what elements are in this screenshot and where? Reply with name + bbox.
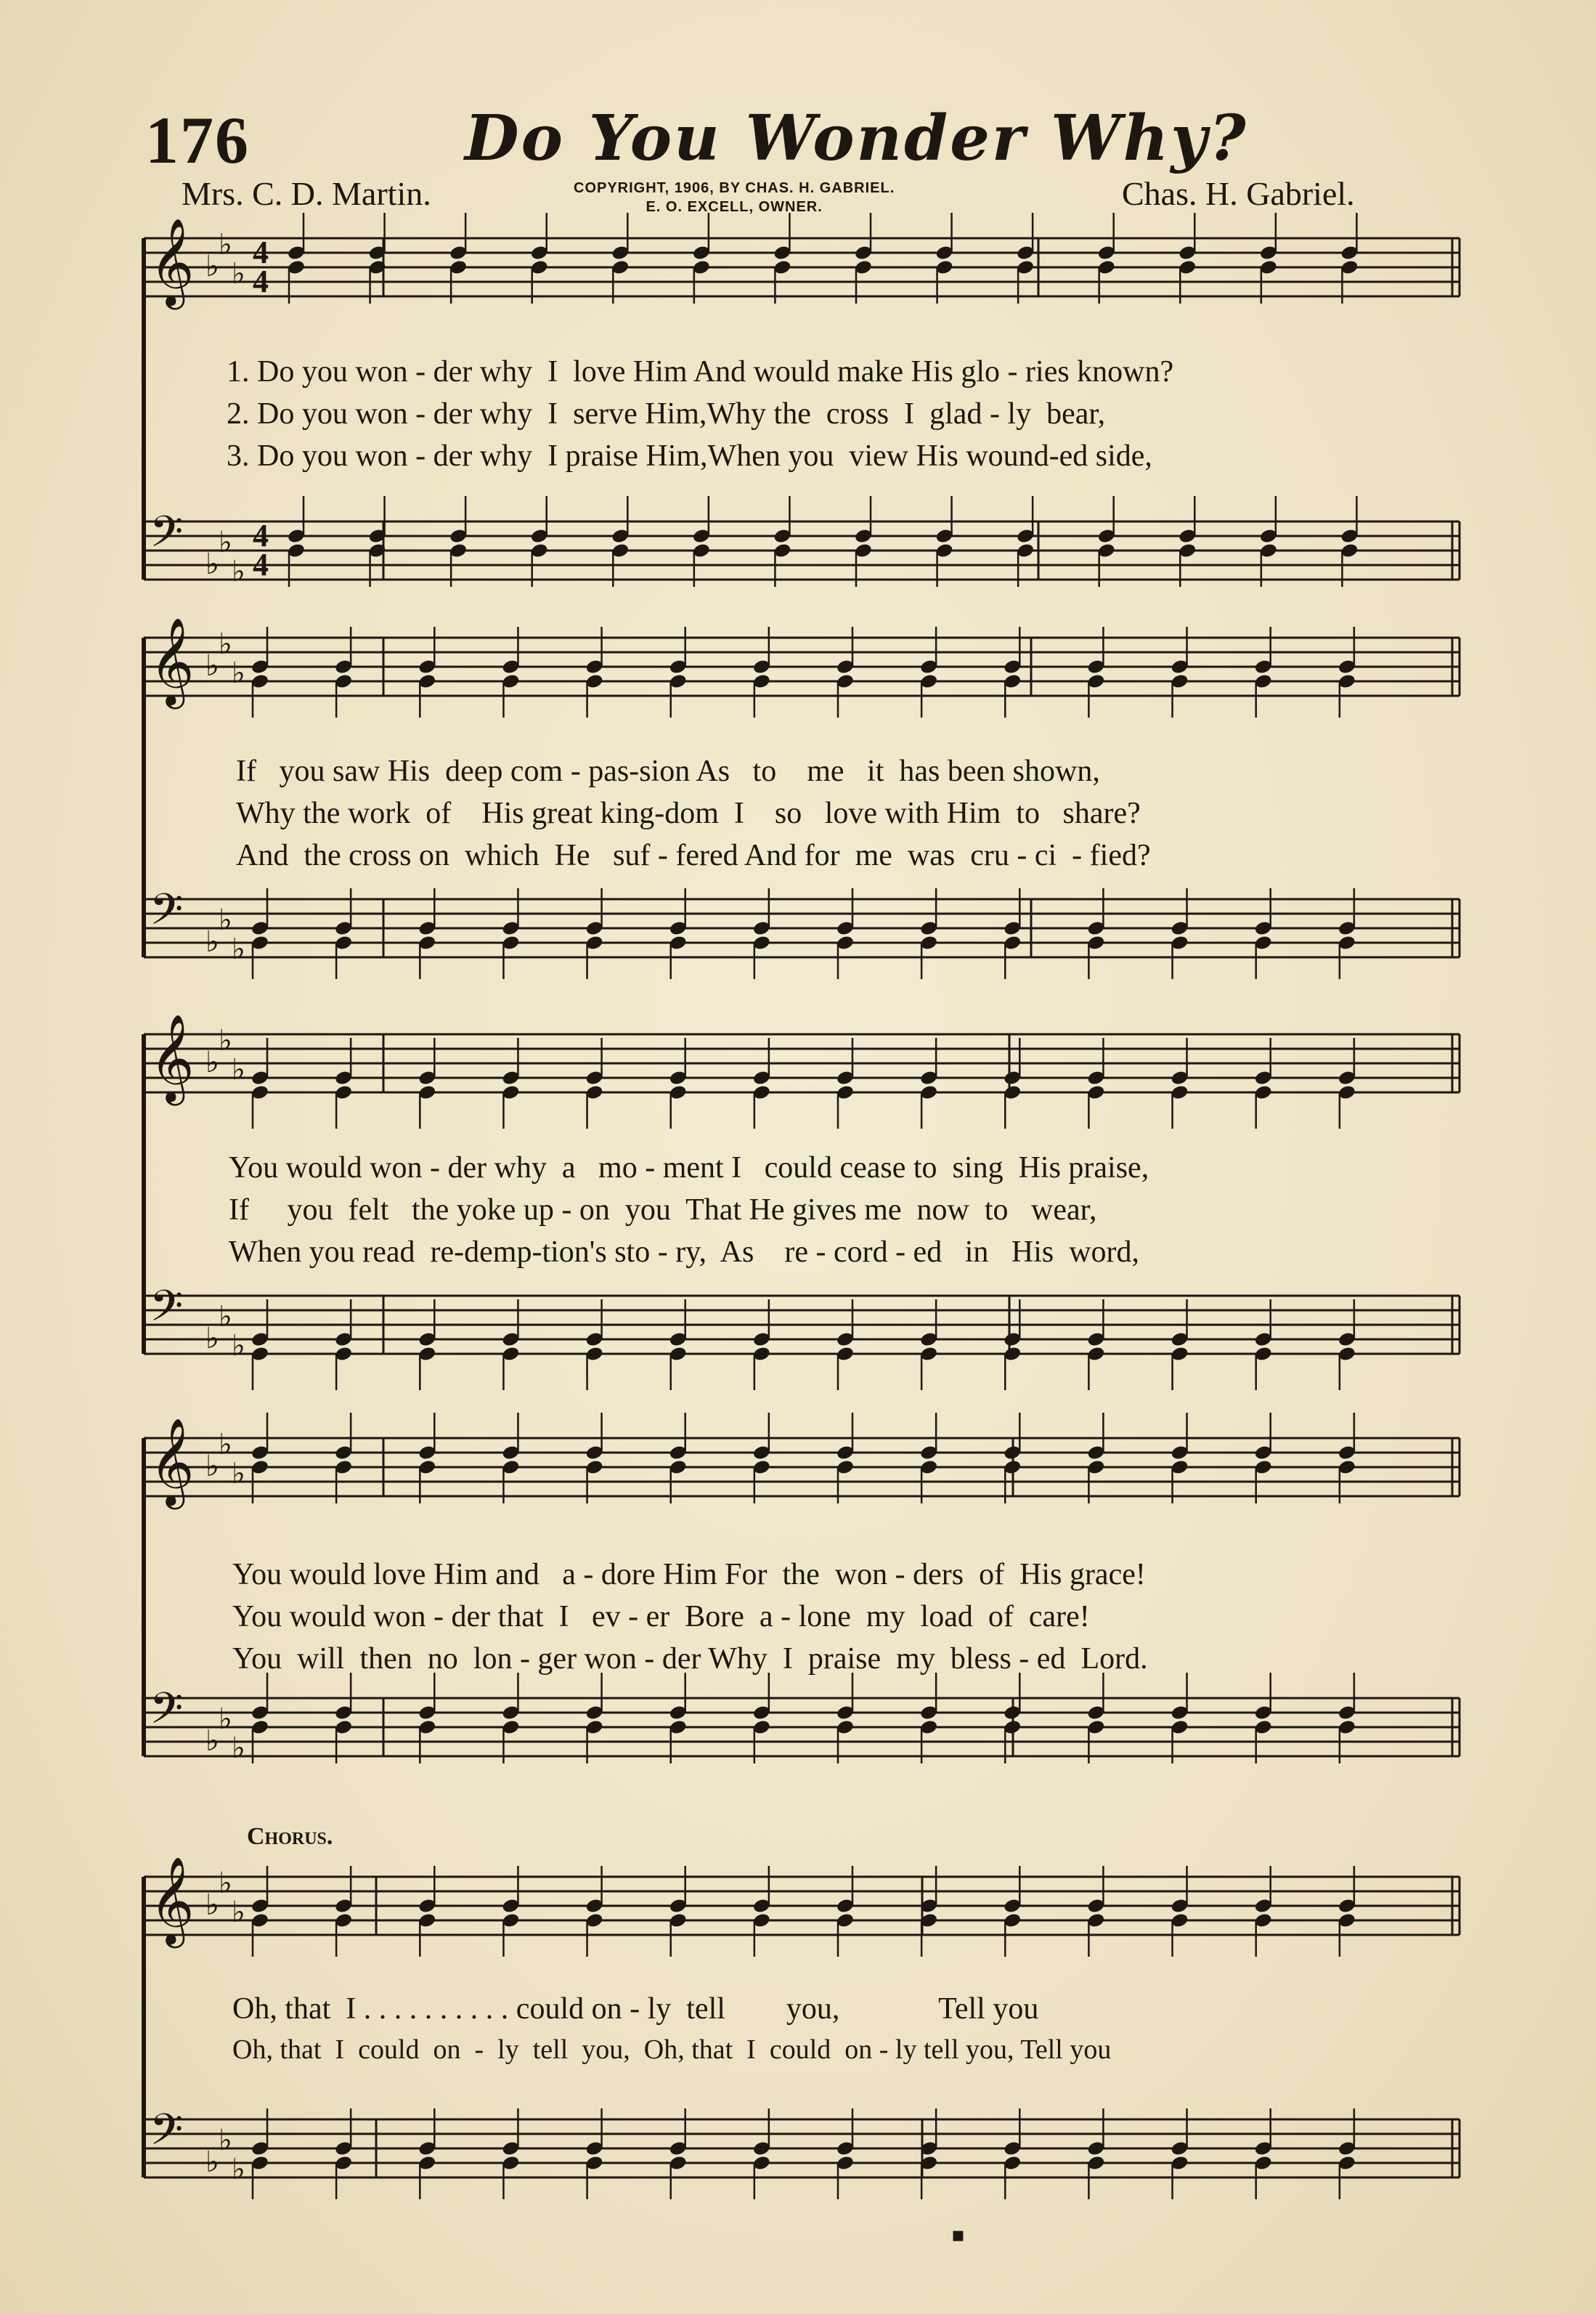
footer-mark: ▪ xyxy=(951,2222,965,2246)
treble-clef: 𝄞 xyxy=(150,1013,195,1102)
lyric-line-s3-v1: You would won - der why a mo - ment I could cease to sing His praise, xyxy=(229,1151,1149,1185)
flat-sign: ♭ xyxy=(232,933,245,966)
hymn-number: 176 xyxy=(145,103,250,177)
flat-sign: ♭ xyxy=(219,1428,232,1461)
treble-clef: 𝄞 xyxy=(150,1856,195,1944)
flat-sign: ♭ xyxy=(232,257,245,291)
flat-sign: ♭ xyxy=(232,1329,245,1363)
treble-clef: 𝄞 xyxy=(150,1417,195,1506)
flat-sign: ♭ xyxy=(232,555,245,588)
treble-clef: 𝄞 xyxy=(150,617,195,705)
flat-sign: ♭ xyxy=(205,548,219,581)
lyric-line-s4-v3: You will then no lon - ger won - der Why I praise my bless - ed Lord. xyxy=(232,1642,1148,1676)
lyric-line-s2-v3: And the cross on which He suf - fered And for me was cru - ci - fied? xyxy=(236,839,1151,872)
flat-sign: ♭ xyxy=(205,649,219,683)
lyric-line-s3-v3: When you read re-demp-tion's sto - ry, As re - cord - ed in His word, xyxy=(229,1235,1140,1269)
flat-sign: ♭ xyxy=(219,1024,232,1057)
time-signature: 4 xyxy=(253,235,269,270)
lyric-line-s1-v3: 3. Do you won - der why I praise Him,When you view His wound-ed side, xyxy=(227,439,1152,473)
flat-sign: ♭ xyxy=(219,1702,232,1736)
copyright-line-1: COPYRIGHT, 1906, BY CHAS. H. GABRIEL. xyxy=(574,180,895,196)
flat-sign: ♭ xyxy=(232,2153,245,2186)
flat-sign: ♭ xyxy=(219,628,232,661)
flat-sign: ♭ xyxy=(205,1046,219,1079)
bass-clef: 𝄢 xyxy=(150,2104,184,2165)
lyric-line-s1-v1: 1. Do you won - der why I love Him And would make His glo - ries known? xyxy=(227,355,1174,389)
lyric-line-s2-v2: Why the work of His great king-dom I so love with Him to share? xyxy=(236,797,1141,830)
time-signature: 4 xyxy=(253,264,269,299)
flat-sign: ♭ xyxy=(205,1322,219,1355)
author: Mrs. C. D. Martin. xyxy=(182,175,431,212)
flat-sign: ♭ xyxy=(219,1300,232,1333)
flat-sign: ♭ xyxy=(205,925,219,959)
flat-sign: ♭ xyxy=(219,228,232,261)
copyright-line-2: E. O. EXCELL, OWNER. xyxy=(646,199,823,215)
time-signature: 4 xyxy=(253,547,269,582)
flat-sign: ♭ xyxy=(219,1867,232,1900)
bass-clef: 𝄢 xyxy=(150,1280,184,1341)
bass-clef: 𝄢 xyxy=(150,1683,184,1744)
lyric-line-s4-v2: You would won - der that I ev - er Bore a - lone my load of care! xyxy=(232,1600,1090,1633)
hymn-title: Do You Wonder Why? xyxy=(465,102,1248,175)
lyric-line-chorus-1: Oh, that I . . . . . . . . . . could on - ly tell you, Tell you xyxy=(232,1992,1039,2026)
flat-sign: ♭ xyxy=(205,1888,219,1922)
flat-sign: ♭ xyxy=(205,2145,219,2179)
lyric-line-chorus-2: Oh, that I could on - ly tell you, Oh, that I could on - ly tell you, Tell you xyxy=(232,2034,1112,2065)
chorus-label: Chorus. xyxy=(247,1823,333,1850)
bass-clef: 𝄢 xyxy=(150,506,184,567)
flat-sign: ♭ xyxy=(205,250,219,283)
flat-sign: ♭ xyxy=(232,657,245,690)
bass-clef: 𝄢 xyxy=(150,884,184,945)
flat-sign: ♭ xyxy=(219,904,232,937)
flat-sign: ♭ xyxy=(232,1896,245,1929)
flat-sign: ♭ xyxy=(232,1053,245,1087)
flat-sign: ♭ xyxy=(219,2124,232,2157)
lyric-line-s4-v1: You would love Him and a - dore Him For the won - ders of His grace! xyxy=(232,1558,1146,1591)
flat-sign: ♭ xyxy=(205,1724,219,1758)
time-signature: 4 xyxy=(253,518,269,553)
lyric-line-s1-v2: 2. Do you won - der why I serve Him,Why the cross I glad - ly bear, xyxy=(227,397,1106,431)
composer: Chas. H. Gabriel. xyxy=(1122,175,1355,212)
lyric-line-s3-v2: If you felt the yoke up - on you That He gives me now to wear, xyxy=(229,1193,1097,1227)
treble-clef: 𝄞 xyxy=(150,217,195,306)
flat-sign: ♭ xyxy=(205,1450,219,1483)
flat-sign: ♭ xyxy=(232,1457,245,1490)
flat-sign: ♭ xyxy=(219,526,232,559)
lyric-line-s2-v1: If you saw His deep com - pas-sion As to me it has been shown, xyxy=(236,755,1100,788)
flat-sign: ♭ xyxy=(232,1732,245,1765)
